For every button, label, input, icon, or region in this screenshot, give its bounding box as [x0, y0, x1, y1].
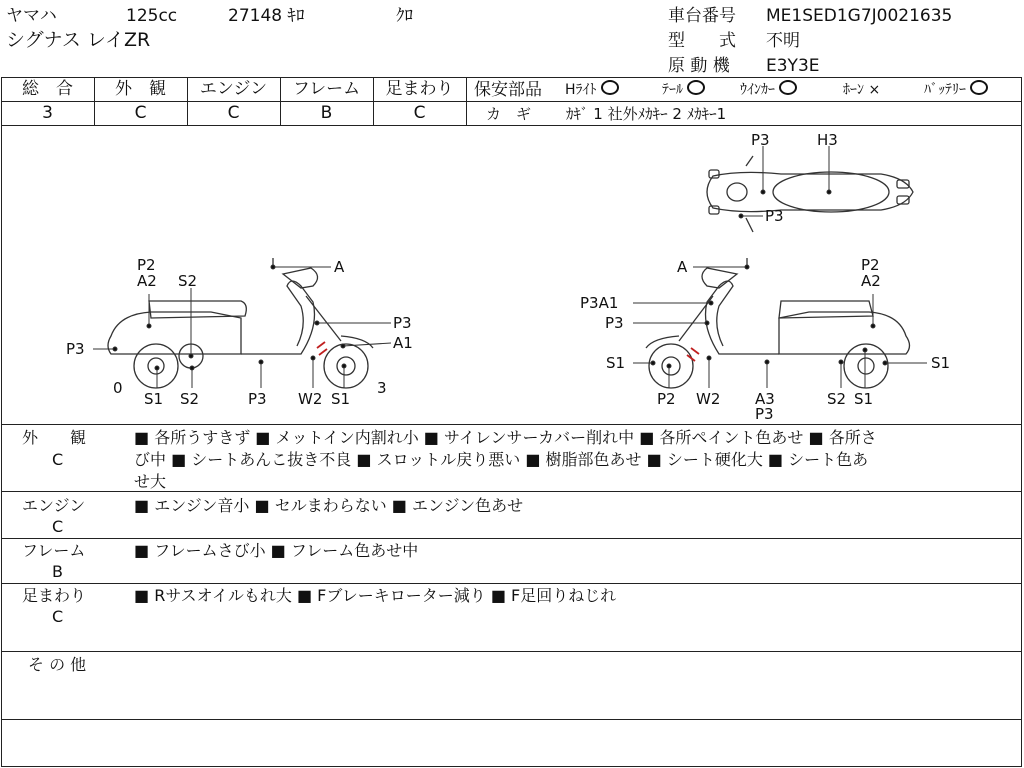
grade-frame-value: B [320, 103, 333, 123]
grade-engine-label: エンジン [199, 79, 268, 99]
label-left-s2: S2 [178, 272, 198, 290]
note-line: び中 ■ シートあんこ抜き不良 ■ スロットル戻り悪い ■ 樹脂部色あせ ■ シート硬化大 ■ シート色あ [134, 450, 869, 469]
mileage: 27148 ｷﾛ [228, 6, 305, 26]
label-right-w2: W2 [696, 390, 721, 408]
label-right-a: A [677, 258, 688, 276]
note-grade-suspension: C [52, 607, 64, 626]
note-line: せ大 [134, 472, 167, 491]
label-right-s2: S2 [827, 390, 847, 408]
circle-mark-icon [687, 80, 705, 95]
grade-total-value: 3 [42, 103, 53, 123]
safety-item-headlight [565, 80, 619, 100]
grade-divider [1, 101, 467, 102]
note-category-other: そ の 他 [28, 655, 87, 674]
note-category-engine: エンジン [22, 496, 86, 515]
label-right-p3: P3 [605, 314, 624, 332]
note-grade-engine: C [52, 517, 64, 536]
label-right-a3: A3 [755, 390, 775, 408]
label-right-p2: P2 [861, 256, 880, 274]
safety-item-battery [924, 80, 988, 100]
label-left-p3b: P3 [248, 390, 267, 408]
safety-item-taillight [662, 80, 705, 100]
safety-item-label: ﾃｰﾙ [662, 82, 683, 98]
chassis-value: ME1SED1G7J0021635 [766, 6, 953, 26]
displacement: 125cc [126, 6, 178, 26]
label-left-p3r: P3 [393, 314, 412, 332]
note-grade-frame: B [52, 562, 63, 581]
note-line: ■ エンジン音小 ■ セルまわらない ■ エンジン色あせ [134, 496, 524, 515]
scooter-diagram [1, 126, 1022, 424]
maker: ヤマハ [6, 6, 57, 26]
diagram-bottom-line [1, 424, 1022, 425]
label-right-s1r: S1 [931, 354, 951, 372]
safety-divider [467, 101, 1022, 102]
safety-item-label: ﾊﾞｯﾃﾘｰ [924, 82, 966, 98]
safety-item-winker [740, 80, 797, 100]
grid-line [1, 651, 1022, 652]
label-right-a2: A2 [861, 272, 881, 290]
circle-mark-icon [601, 80, 619, 95]
note-line: ■ Rサスオイルもれ大 ■ Fブレーキローター減り ■ F足回りねじれ [134, 586, 617, 605]
key-value: ｶｷﾞ 1 社外ﾒｶｷｰ 2 ﾒｶｷｰ1 [566, 105, 727, 123]
grade-total-label: 総 合 [22, 79, 73, 99]
note-category-exterior: 外 観 [22, 428, 87, 447]
grid-line [1, 719, 1022, 720]
safety-item-label: Hﾗｲﾄ [565, 82, 597, 98]
grid-line [466, 77, 467, 125]
label-left-a: A [334, 258, 345, 276]
label-top-h3: H3 [817, 131, 838, 149]
top-view-scooter [707, 156, 913, 232]
note-category-suspension: 足まわり [22, 586, 87, 605]
circle-mark-icon [779, 80, 797, 95]
engine-label: 原 動 機 [668, 56, 730, 76]
engine-value: E3Y3E [766, 56, 820, 76]
note-line: ■ フレームさび小 ■ フレーム色あせ中 [134, 541, 419, 560]
safety-item-label: ｳｲﾝｶｰ [740, 82, 775, 98]
type-value: 不明 [766, 31, 800, 51]
grade-suspension-value: C [413, 103, 426, 123]
type-label: 型 式 [668, 31, 736, 51]
label-left-w2: W2 [298, 390, 323, 408]
label-right-p3a1: P3A1 [580, 294, 619, 312]
grid-line [1, 583, 1022, 584]
label-left-a1: A1 [393, 334, 413, 352]
note-line: ■ 各所うすきず ■ メットイン内割れ小 ■ サイレンサーカバー削れ中 ■ 各所ペイント色あせ ■ 各所さ [134, 428, 877, 447]
label-left-s2b: S2 [180, 390, 200, 408]
grid-line [1, 538, 1022, 539]
chassis-label: 車台番号 [668, 6, 736, 26]
label-left-s1a: S1 [144, 390, 164, 408]
note-category-frame: フレーム [22, 541, 86, 560]
grade-suspension-label: 足まわり [385, 79, 454, 99]
note-grade-exterior: C [52, 450, 64, 469]
circle-mark-icon [970, 80, 988, 95]
grade-frame-label: フレーム [292, 79, 361, 99]
label-top-p3: P3 [751, 131, 770, 149]
grade-exterior-label: 外 観 [115, 79, 166, 99]
label-left-p3l: P3 [66, 340, 85, 358]
label-right-p3b: P3 [755, 405, 774, 423]
label-right-p2b: P2 [657, 390, 676, 408]
model-name: シグナス レイZR [6, 29, 151, 51]
label-left-three: 3 [377, 379, 387, 397]
grade-exterior-value: C [134, 103, 147, 123]
safety-title: 保安部品 [474, 80, 542, 100]
label-left-a2: A2 [137, 272, 157, 290]
label-top-p3b: P3 [765, 207, 784, 225]
label-left-zero: 0 [113, 379, 123, 397]
safety-item-horn [843, 80, 880, 100]
label-left-p2: P2 [137, 256, 156, 274]
label-right-s1l: S1 [606, 354, 626, 372]
safety-item-label: ﾎｰﾝ [843, 82, 864, 98]
grade-engine-value: C [227, 103, 240, 123]
label-left-s1b: S1 [331, 390, 351, 408]
key-label: カ ギ [486, 105, 532, 123]
color: ｸﾛ [396, 6, 413, 26]
cross-mark: × [868, 82, 881, 98]
label-right-s1b: S1 [854, 390, 874, 408]
